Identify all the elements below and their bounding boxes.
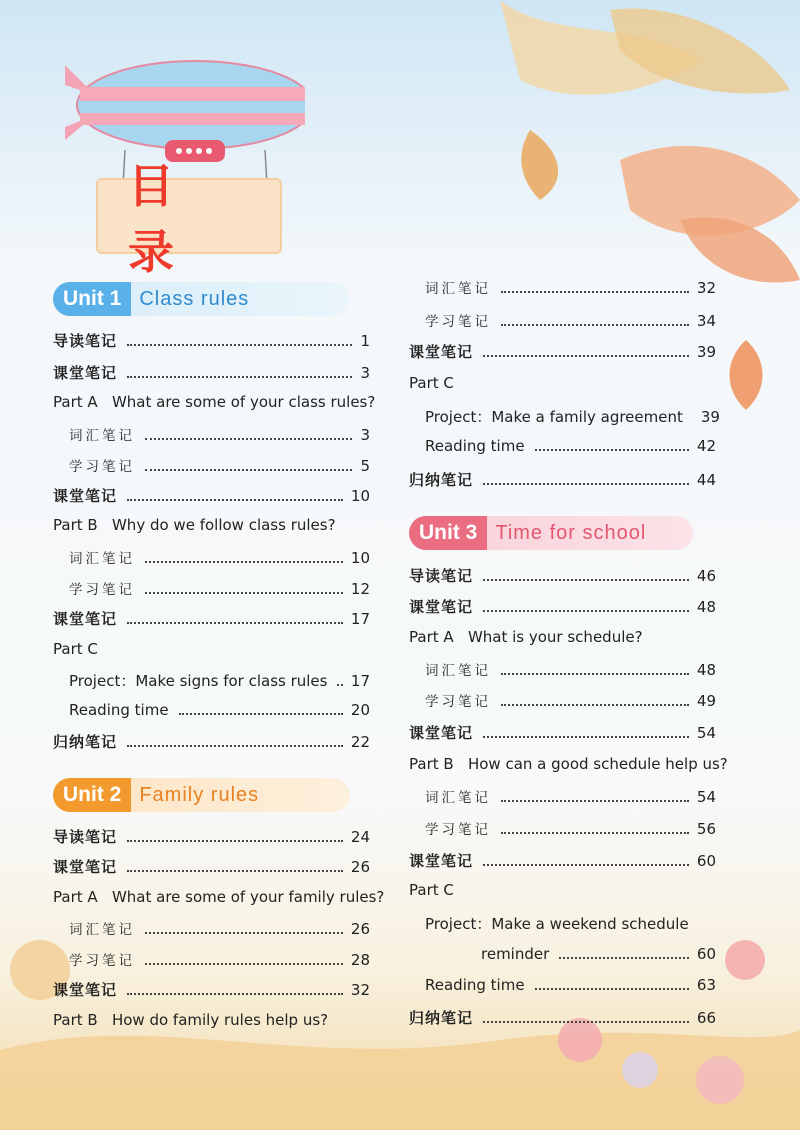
toc-entry-page: 26 <box>350 920 370 938</box>
page-title <box>96 159 282 279</box>
toc-entry[interactable] <box>409 850 716 871</box>
toc-entry[interactable] <box>425 976 716 995</box>
toc-entry[interactable] <box>53 362 370 383</box>
toc-entry-label: Reading time <box>425 976 525 994</box>
toc-entry[interactable] <box>53 856 370 877</box>
toc-entry-label: reminder <box>481 945 550 963</box>
toc-entry-page: 54 <box>696 788 716 806</box>
dot-leader <box>145 932 343 934</box>
toc-entry[interactable] <box>69 578 370 599</box>
toc-entry-label: 课堂笔记 <box>409 852 474 870</box>
toc-entry-page: 22 <box>350 733 370 751</box>
toc-entry-label: 课堂笔记 <box>53 487 118 505</box>
toc-entry[interactable] <box>425 406 720 427</box>
toc-section-heading: Part A What are some of your family rules? <box>53 888 385 906</box>
dot-leader <box>127 622 343 624</box>
toc-entry-page: 48 <box>696 661 716 679</box>
toc-entry-label: 词汇笔记 <box>425 663 491 679</box>
leaves-illustration <box>460 0 800 300</box>
toc-entry-label: 学习笔记 <box>425 822 491 838</box>
unit-2-header <box>53 778 350 812</box>
toc-entry-label: Reading time <box>425 437 525 455</box>
unit-2-tag: Unit 2 <box>53 778 131 812</box>
toc-entry-label: 词汇笔记 <box>69 922 135 938</box>
toc-entry-page: 48 <box>696 598 716 616</box>
toc-entry-label: 课堂笔记 <box>53 981 118 999</box>
dot-leader <box>145 561 343 563</box>
toc-entry-page: 66 <box>696 1009 716 1027</box>
toc-entry-page: 32 <box>696 279 716 297</box>
dot-leader <box>501 291 689 293</box>
dot-leader <box>179 713 343 715</box>
page-title-text: 目 录 <box>128 159 204 279</box>
toc-entry[interactable] <box>53 979 370 1000</box>
toc-entry-label: 课堂笔记 <box>53 364 118 382</box>
toc-entry-page: 3 <box>360 364 370 382</box>
toc-entry[interactable] <box>425 818 716 839</box>
toc-entry-label: 词汇笔记 <box>69 551 135 567</box>
toc-entry-label: 词汇笔记 <box>425 790 491 806</box>
unit-1-name: Class rules <box>139 287 250 310</box>
toc-entry-label: 归纳笔记 <box>409 1009 474 1027</box>
toc-entry-page: 10 <box>350 549 370 567</box>
toc-entry-page: 12 <box>350 580 370 598</box>
toc-entry[interactable] <box>69 949 370 970</box>
dot-leader <box>501 704 689 706</box>
dot-leader <box>501 800 689 802</box>
toc-section-heading: Project：Make a weekend schedule <box>425 915 689 933</box>
toc-section-heading: Part A What is your schedule? <box>409 628 643 646</box>
dot-leader <box>559 957 689 959</box>
dot-leader <box>127 870 343 872</box>
dot-leader <box>145 963 343 965</box>
toc-entry-label: 课堂笔记 <box>409 724 474 742</box>
toc-entry-label: 词汇笔记 <box>425 281 491 297</box>
toc-entry-label: Project：Make a family agreement <box>425 408 683 426</box>
toc-entry-label: 学习笔记 <box>69 953 135 969</box>
toc-entry-page: 49 <box>696 692 716 710</box>
toc-entry[interactable] <box>409 341 716 362</box>
toc-entry-label: 归纳笔记 <box>53 733 118 751</box>
dot-leader <box>127 840 343 842</box>
toc-entry[interactable] <box>69 547 370 568</box>
toc-section-heading: Part A What are some of your class rules? <box>53 393 376 411</box>
toc-entry-page: 60 <box>696 852 716 870</box>
unit-1-tag: Unit 1 <box>53 282 131 316</box>
dot-leader <box>127 376 352 378</box>
toc-entry-page: 17 <box>350 672 370 690</box>
toc-section-heading: Part C <box>53 640 98 658</box>
dot-leader <box>483 1021 689 1023</box>
toc-entry-label: 导读笔记 <box>53 332 118 350</box>
toc-entry[interactable] <box>53 485 370 506</box>
dot-leader <box>483 736 689 738</box>
toc-entry[interactable] <box>425 437 716 456</box>
unit-3-header <box>409 516 693 550</box>
dot-leader <box>501 832 689 834</box>
unit-3-name: Time for school <box>495 521 647 544</box>
dot-leader <box>127 745 343 747</box>
toc-entry-page: 5 <box>360 457 370 475</box>
toc-entry[interactable] <box>69 918 370 939</box>
toc-entry-page: 20 <box>350 701 370 719</box>
toc-entry-label: 学习笔记 <box>69 582 135 598</box>
unit-1-header <box>53 282 349 316</box>
toc-entry-label: 课堂笔记 <box>53 610 118 628</box>
toc-entry[interactable] <box>53 608 370 629</box>
toc-entry-page: 34 <box>696 312 716 330</box>
toc-entry[interactable] <box>409 722 716 743</box>
toc-entry[interactable] <box>409 469 716 490</box>
toc-entry-page: 24 <box>350 828 370 846</box>
toc-entry-page: 63 <box>696 976 716 994</box>
toc-entry-page: 42 <box>696 437 716 455</box>
dot-leader <box>127 499 343 501</box>
toc-entry-label: 课堂笔记 <box>53 858 118 876</box>
toc-entry-page: 39 <box>696 343 716 361</box>
toc-entry[interactable] <box>425 277 716 298</box>
toc-section-heading: Part C <box>409 881 454 899</box>
toc-entry-page: 60 <box>696 945 716 963</box>
toc-entry-page: 44 <box>696 471 716 489</box>
toc-entry-page: 1 <box>360 332 370 350</box>
dot-leader <box>145 438 352 440</box>
toc-entry-label: Project：Make signs for class rules <box>69 672 328 690</box>
toc-entry-page: 32 <box>350 981 370 999</box>
dot-leader <box>501 673 689 675</box>
toc-entry-page: 46 <box>696 567 716 585</box>
toc-entry[interactable] <box>481 945 716 964</box>
toc-section-heading: Part B How do family rules help us? <box>53 1011 329 1029</box>
leaf-icon <box>718 335 773 415</box>
toc-entry-page: 28 <box>350 951 370 969</box>
toc-entry[interactable] <box>409 565 716 586</box>
toc-entry-page: 17 <box>350 610 370 628</box>
dot-leader <box>483 864 689 866</box>
toc-entry-label: 归纳笔记 <box>409 471 474 489</box>
toc-entry[interactable] <box>53 731 370 752</box>
toc-entry[interactable] <box>425 786 716 807</box>
toc-entry-page: 54 <box>696 724 716 742</box>
toc-section-heading: Part C <box>409 374 454 392</box>
toc-entry[interactable] <box>425 690 716 711</box>
dot-leader <box>535 988 689 990</box>
toc-entry-page: 56 <box>696 820 716 838</box>
toc-entry-label: 学习笔记 <box>425 694 491 710</box>
toc-entry[interactable] <box>69 455 370 476</box>
unit-3-tag: Unit 3 <box>409 516 487 550</box>
dot-leader <box>535 449 689 451</box>
unit-2-name: Family rules <box>139 783 260 806</box>
toc-entry-label: 学习笔记 <box>425 314 491 330</box>
toc-entry[interactable] <box>69 670 370 691</box>
toc-entry[interactable] <box>425 310 716 331</box>
dot-leader <box>127 993 343 995</box>
toc-entry[interactable] <box>53 330 370 351</box>
toc-entry-page: 10 <box>350 487 370 505</box>
dot-leader <box>145 592 343 594</box>
toc-entry[interactable] <box>53 826 370 847</box>
toc-entry-label: Reading time <box>69 701 169 719</box>
toc-section-heading: Part B Why do we follow class rules? <box>53 516 336 534</box>
dot-leader <box>483 483 689 485</box>
toc-entry[interactable] <box>425 659 716 680</box>
toc-entry-label: 词汇笔记 <box>69 428 135 444</box>
toc-entry-page: 39 <box>700 408 720 426</box>
dot-leader <box>127 344 352 346</box>
dot-leader <box>483 610 689 612</box>
toc-entry-label: 导读笔记 <box>53 828 118 846</box>
toc-entry-page: 26 <box>350 858 370 876</box>
dot-leader <box>501 324 689 326</box>
toc-entry[interactable] <box>69 424 370 445</box>
toc-entry[interactable] <box>409 596 716 617</box>
dot-leader <box>337 684 342 686</box>
toc-entry-page: 3 <box>360 426 370 444</box>
dot-leader <box>483 579 689 581</box>
toc-entry-label: 学习笔记 <box>69 459 135 475</box>
toc-entry[interactable] <box>69 701 370 720</box>
toc-entry-label: 课堂笔记 <box>409 598 474 616</box>
toc-entry-label: 导读笔记 <box>409 567 474 585</box>
toc-entry-label: 课堂笔记 <box>409 343 474 361</box>
toc-entry[interactable] <box>409 1007 716 1028</box>
toc-section-heading: Part B How can a good schedule help us? <box>409 755 728 773</box>
dot-leader <box>145 469 352 471</box>
dot-leader <box>483 355 689 357</box>
